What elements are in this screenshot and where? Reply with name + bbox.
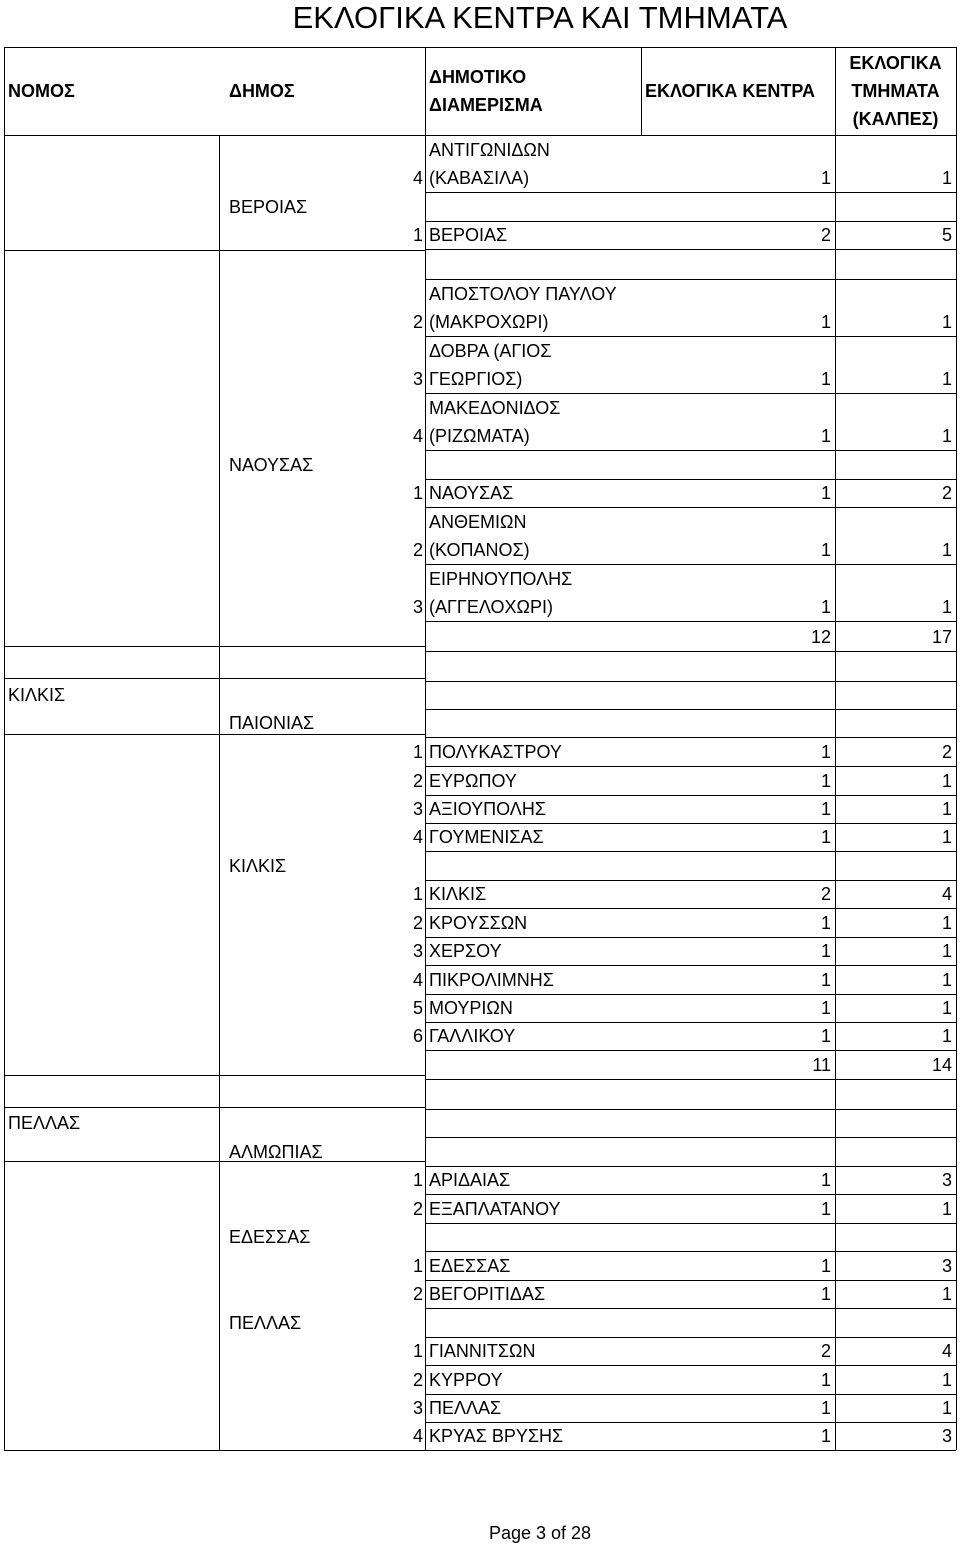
kentra-count: 12	[810, 627, 831, 647]
diamerisma-name: ΕΞΑΠΛΑΤΑΝΟΥ	[429, 1198, 561, 1219]
row-divider	[425, 450, 956, 451]
tmimata-count: 1	[941, 913, 952, 933]
diamerisma-name: ΚΡΟΥΣΣΩΝ	[429, 912, 528, 933]
diamerisma-name: ΠΙΚΡΟΛΙΜΝΗΣ	[429, 969, 554, 990]
diamerisma-name: (ΚΟΠΑΝΟΣ)	[429, 539, 530, 560]
header-nomos: ΝΟΜΟΣ	[8, 81, 75, 101]
kentra-count: 1	[820, 970, 831, 990]
diamerisma-name: ΑΠΟΣΤΟΛΟΥ ΠΑΥΛΟΥ	[429, 283, 617, 304]
diamerisma-number: 3	[412, 597, 423, 617]
tmimata-count: 4	[941, 1341, 952, 1361]
kentra-count: 1	[820, 1284, 831, 1304]
tmimata-count: 1	[941, 827, 952, 847]
tmimata-count: 1	[941, 771, 952, 791]
diamerisma-number: 2	[412, 1199, 423, 1219]
row-divider	[425, 681, 956, 682]
row-divider	[425, 1223, 956, 1224]
tmimata-count: 2	[941, 742, 952, 762]
kentra-count: 1	[820, 1256, 831, 1276]
kentra-count: 1	[820, 369, 831, 389]
diamerisma-name: (ΜΑΚΡΟΧΩΡΙ)	[429, 311, 549, 332]
tmimata-count: 1	[941, 941, 952, 961]
kentra-count: 1	[820, 799, 831, 819]
tmimata-count: 1	[941, 998, 952, 1018]
kentra-count: 1	[820, 742, 831, 762]
diamerisma-name: ΝΑΟΥΣΑΣ	[429, 483, 514, 503]
dimos-cell: ΚΙΛΚΙΣ	[229, 855, 287, 876]
diamerisma-number: 4	[412, 168, 423, 188]
diamerisma-number: 6	[412, 1026, 423, 1046]
diamerisma-number: 3	[412, 941, 423, 961]
group-divider	[4, 250, 425, 251]
nomos-cell: ΠΕΛΛΑΣ	[8, 1113, 81, 1133]
diamerisma-name: ΠΟΛΥΚΑΣΤΡΟΥ	[429, 741, 562, 762]
diamerisma-name: ΒΕΓΟΡΙΤΙΔΑΣ	[429, 1284, 546, 1304]
diamerisma-number: 2	[412, 1370, 423, 1390]
diamerisma-number: 2	[412, 913, 423, 933]
diamerisma-name: ΜΑΚΕΔΟΝΙΔΟΣ	[429, 397, 561, 418]
dimos-cell: ΠΕΛΛΑΣ	[229, 1312, 302, 1333]
kentra-count: 1	[820, 597, 831, 617]
dimos-cell: ΒΕΡΟΙΑΣ	[229, 196, 308, 217]
row-divider	[425, 249, 956, 250]
dimos-cell: ΠΑΙΟΝΙΑΣ	[229, 713, 315, 733]
group-divider	[4, 1107, 425, 1108]
page-footer: Page 3 of 28	[488, 1523, 592, 1543]
tmimata-count: 1	[941, 1398, 952, 1418]
diamerisma-name: ΕΥΡΩΠΟΥ	[429, 770, 517, 791]
kentra-count: 1	[820, 1426, 831, 1446]
nomos-cell: ΚΙΛΚΙΣ	[8, 685, 66, 705]
tmimata-count: 3	[941, 1426, 952, 1446]
tmimata-count: 1	[941, 1026, 952, 1046]
diamerisma-name: ΒΕΡΟΙΑΣ	[429, 225, 508, 245]
dimos-cell: ΝΑΟΥΣΑΣ	[229, 454, 314, 475]
header-tmimata: ΤΜΗΜΑΤΑ	[851, 81, 940, 101]
diamerisma-name: ΕΙΡΗΝΟΥΠΟΛΗΣ	[429, 568, 573, 589]
diamerisma-number: 5	[412, 998, 423, 1018]
header-kentra: ΕΚΛΟΓΙΚΑ ΚΕΝΤΡΑ	[645, 81, 816, 101]
diamerisma-number: 3	[412, 369, 423, 389]
kentra-count: 1	[820, 1199, 831, 1219]
diamerisma-number: 4	[412, 426, 423, 446]
table-bottom-border	[4, 1450, 956, 1451]
kentra-count: 1	[820, 168, 831, 188]
row-divider	[425, 651, 956, 652]
kentra-count: 1	[820, 913, 831, 933]
diamerisma-number: 4	[412, 1426, 423, 1446]
diamerisma-name: ΓΕΩΡΓΙΟΣ)	[429, 368, 523, 389]
diamerisma-name: ΠΕΛΛΑΣ	[429, 1398, 502, 1418]
tmimata-count: 3	[941, 1256, 952, 1276]
row-divider	[425, 1109, 956, 1110]
tmimata-count: 14	[931, 1055, 952, 1075]
header-tmimata: ΕΚΛΟΓΙΚΑ	[849, 53, 942, 73]
dimos-cell: ΑΛΜΩΠΙΑΣ	[229, 1141, 323, 1162]
tmimata-count: 4	[941, 884, 952, 904]
diamerisma-name: (ΚΑΒΑΣΙΛΑ)	[429, 167, 530, 188]
table-right-border	[956, 47, 957, 1450]
diamerisma-number: 4	[412, 827, 423, 847]
kentra-count: 1	[820, 483, 831, 503]
diamerisma-number: 1	[412, 1256, 423, 1276]
diamerisma-name: (ΡΙΖΩΜΑΤΑ)	[429, 425, 530, 446]
diamerisma-name: ΓΑΛΛΙΚΟΥ	[429, 1026, 516, 1046]
diamerisma-name: ΑΝΘΕΜΙΩΝ	[429, 511, 527, 532]
tmimata-count: 1	[941, 426, 952, 446]
table-left-border	[4, 47, 5, 1450]
kentra-count: 1	[820, 1370, 831, 1390]
diamerisma-name: ΓΟΥΜΕΝΙΣΑΣ	[429, 827, 544, 847]
row-divider	[425, 709, 956, 710]
diamerisma-name: ΓΙΑΝΝΙΤΣΩΝ	[429, 1341, 536, 1361]
diamerisma-number: 1	[412, 483, 423, 503]
group-divider	[4, 1161, 425, 1162]
diamerisma-number: 3	[412, 799, 423, 819]
kentra-count: 2	[820, 1341, 831, 1361]
tmimata-count: 2	[941, 483, 952, 503]
row-divider	[425, 1079, 956, 1080]
tmimata-count: 1	[941, 168, 952, 188]
kentra-count: 1	[820, 540, 831, 560]
group-divider	[4, 734, 425, 735]
tmimata-count: 1	[941, 799, 952, 819]
page-title: ΕΚΛΟΓΙΚΑ ΚΕΝΤΡΑ ΚΑΙ ΤΜΗΜΑΤΑ	[292, 0, 788, 35]
header-dimos: ΔΗΜΟΣ	[229, 81, 295, 101]
kentra-count: 1	[820, 1398, 831, 1418]
diamerisma-number: 1	[412, 225, 423, 245]
diamerisma-name: ΕΔΕΣΣΑΣ	[429, 1255, 511, 1276]
kentra-count: 1	[820, 426, 831, 446]
row-divider	[425, 1308, 956, 1309]
diamerisma-number: 3	[412, 1398, 423, 1418]
table-top-border	[4, 47, 956, 48]
diamerisma-name: ΑΝΤΙΓΩΝΙΔΩΝ	[429, 139, 550, 160]
diamerisma-name: ΚΙΛΚΙΣ	[429, 884, 487, 904]
tmimata-count: 1	[941, 1199, 952, 1219]
tmimata-count: 5	[941, 225, 952, 245]
row-divider	[425, 621, 956, 622]
diamerisma-name: ΔΟΒΡΑ (ΑΓΙΟΣ	[429, 340, 552, 361]
diamerisma-name: (ΑΓΓΕΛΟΧΩΡΙ)	[429, 596, 553, 617]
tmimata-count: 1	[941, 1370, 952, 1390]
group-divider	[4, 678, 425, 679]
kentra-count: 1	[820, 998, 831, 1018]
diamerisma-number: 1	[412, 742, 423, 762]
column-divider	[835, 47, 836, 1450]
diamerisma-number: 2	[412, 540, 423, 560]
diamerisma-number: 1	[412, 884, 423, 904]
header-tmimata: (ΚΑΛΠΕΣ)	[852, 109, 939, 129]
diamerisma-name: ΑΞΙΟΥΠΟΛΗΣ	[429, 799, 546, 819]
diamerisma-name: ΚΡΥΑΣ ΒΡΥΣΗΣ	[429, 1426, 564, 1446]
kentra-count: 1	[820, 941, 831, 961]
kentra-count: 1	[820, 771, 831, 791]
tmimata-count: 17	[931, 627, 952, 647]
column-divider	[219, 135, 220, 1450]
diamerisma-number: 2	[412, 312, 423, 332]
diamerisma-number: 2	[412, 1284, 423, 1304]
group-divider	[4, 646, 425, 647]
row-divider	[425, 851, 956, 852]
column-divider	[425, 47, 426, 1450]
tmimata-count: 3	[941, 1170, 952, 1190]
tmimata-count: 1	[941, 540, 952, 560]
tmimata-count: 1	[941, 312, 952, 332]
kentra-count: 1	[820, 1170, 831, 1190]
tmimata-count: 1	[941, 369, 952, 389]
kentra-count: 1	[820, 827, 831, 847]
kentra-count: 2	[820, 884, 831, 904]
diamerisma-number: 1	[412, 1170, 423, 1190]
row-divider	[425, 1137, 956, 1138]
diamerisma-name: ΜΟΥΡΙΩΝ	[429, 998, 513, 1018]
column-divider	[641, 47, 642, 135]
diamerisma-number: 4	[412, 970, 423, 990]
dimos-cell: ΕΔΕΣΣΑΣ	[229, 1227, 311, 1247]
tmimata-count: 1	[941, 1284, 952, 1304]
tmimata-count: 1	[941, 970, 952, 990]
group-divider	[4, 1075, 425, 1076]
header-diamerisma: ΔΙΑΜΕΡΙΣΜΑ	[429, 95, 543, 115]
diamerisma-name: ΧΕΡΣΟΥ	[429, 941, 502, 961]
header-diamerisma: ΔΗΜΟΤΙΚΟ	[429, 67, 527, 87]
kentra-count: 11	[812, 1055, 831, 1075]
diamerisma-number: 2	[412, 771, 423, 791]
diamerisma-name: ΑΡΙΔΑΙΑΣ	[429, 1170, 511, 1190]
kentra-count: 1	[820, 1026, 831, 1046]
tmimata-count: 1	[941, 597, 952, 617]
diamerisma-name: ΚΥΡΡΟΥ	[429, 1369, 503, 1390]
row-divider	[425, 192, 956, 193]
diamerisma-number: 1	[412, 1341, 423, 1361]
kentra-count: 2	[820, 225, 831, 245]
kentra-count: 1	[820, 312, 831, 332]
